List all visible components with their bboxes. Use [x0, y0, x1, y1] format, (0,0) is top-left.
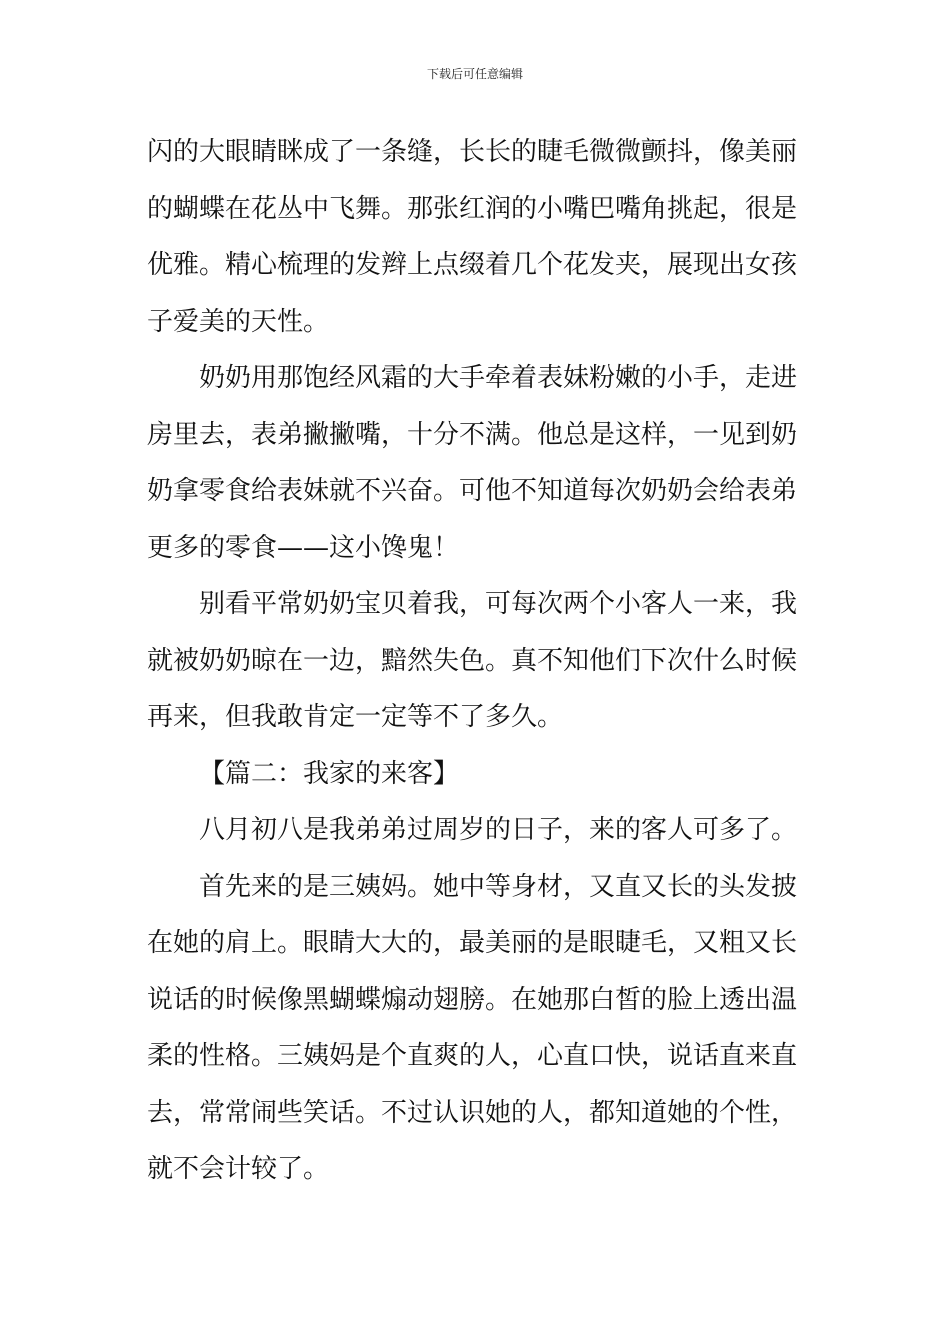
- text-line: 奶拿零食给表妹就不兴奋。可他不知道每次奶奶会给表弟: [147, 476, 798, 506]
- text-line: 在她的肩上。眼睛大大的，最美丽的是眼睫毛，又粗又长: [147, 928, 798, 958]
- text-line: 柔的性格。三姨妈是个直爽的人，心直口快，说话直来直: [147, 1041, 798, 1071]
- paragraph-first-line: 奶奶用那饱经风霜的大手牵着表妹粉嫩的小手，走进: [199, 363, 798, 393]
- document-body: [147, 124, 807, 1198]
- page-header: 下载后可任意编辑: [426, 67, 523, 81]
- text-line: 闪的大眼睛眯成了一条缝，长长的睫毛微微颤抖，像美丽: [147, 137, 798, 167]
- text-line: 更多的零食——这小馋鬼！: [147, 532, 460, 563]
- text-line: 优雅。精心梳理的发辫上点缀着几个花发夹，展现出女孩: [147, 250, 798, 280]
- text-line: 就被奶奶晾在一边，黯然失色。真不知他们下次什么时候: [147, 645, 798, 676]
- text-line: 的蝴蝶在花丛中飞舞。那张红润的小嘴巴嘴角挑起，很是: [147, 193, 798, 224]
- text-line: 再来，但我敢肯定一定等不了多久。: [147, 702, 564, 732]
- paragraph-first-line: 八月初八是我弟弟过周岁的日子，来的客人可多了。: [199, 815, 798, 845]
- text-line: 房里去，表弟撇撇嘴，十分不满。他总是这样，一见到奶: [147, 419, 798, 450]
- section-heading: 【篇二：我家的来客】: [199, 758, 460, 789]
- text-line: 说话的时候像黑蝴蝶煽动翅膀。在她那白皙的脸上透出温: [147, 984, 798, 1015]
- text-line: 就不会计较了。: [147, 1154, 330, 1184]
- paragraph-first-line: 别看平常奶奶宝贝着我，可每次两个小客人一来，我: [199, 589, 798, 619]
- text-line: 子爱美的天性。: [147, 306, 330, 337]
- paragraph-first-line: 首先来的是三姨妈。她中等身材，又直又长的头发披: [199, 871, 798, 902]
- text-line: 去，常常闹些笑话。不过认识她的人，都知道她的个性，: [147, 1097, 798, 1128]
